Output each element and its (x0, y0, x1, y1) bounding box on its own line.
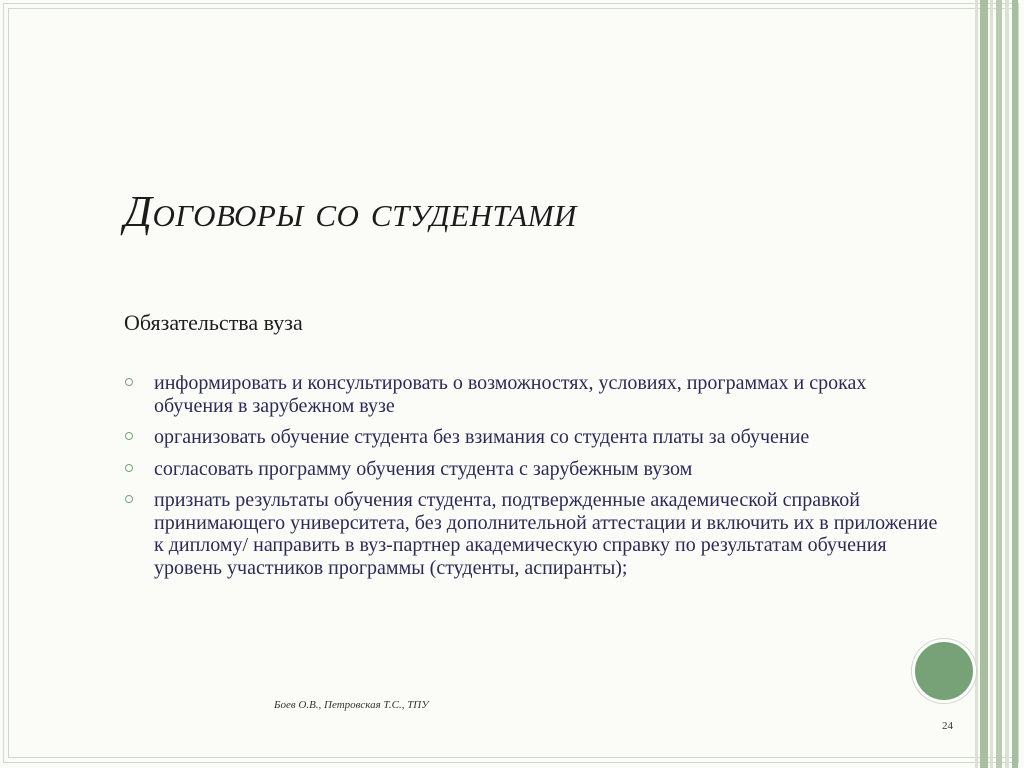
decor-stripe (1012, 0, 1018, 768)
list-item (124, 426, 944, 449)
decor-stripe (990, 0, 993, 768)
slide-footer: Боев О.В., Петровская Т.С., ТПУ (274, 699, 429, 711)
list-item-text: признать результаты обучения студента, подтвержденные академической справкой принимающего университета, без дополнительной аттестации и включить их в приложение к диплому/ направить в вуз-партнер академическую справку по результатам обучения уровень участников программы (студенты, аспиранты); (154, 489, 938, 579)
bullet-list (124, 372, 944, 588)
list-item (124, 372, 944, 417)
slide-subtitle: Обязательства вуза (124, 310, 303, 335)
decorative-circle-icon (912, 639, 976, 703)
decor-stripe (975, 0, 978, 768)
list-item (124, 458, 944, 481)
bullet-circle-icon (125, 432, 133, 440)
decor-stripe (980, 0, 988, 768)
decor-stripe (1005, 0, 1009, 768)
list-item-text: организовать обучение студента без взимания со студента платы за обучение (154, 426, 810, 448)
decor-stripe (996, 0, 1002, 768)
page-number: 24 (942, 720, 953, 732)
bullet-circle-icon (125, 495, 133, 503)
slide-title: Договоры со студентами (124, 187, 577, 236)
list-item (124, 489, 944, 579)
bullet-circle-icon (125, 378, 133, 386)
bullet-circle-icon (125, 464, 133, 472)
list-item-text: согласовать программу обучения студента с зарубежным вузом (154, 457, 693, 480)
list-item-text: информировать и консультировать о возможностях, условиях, программах и сроках обучения в зарубежном вузе (154, 372, 867, 417)
